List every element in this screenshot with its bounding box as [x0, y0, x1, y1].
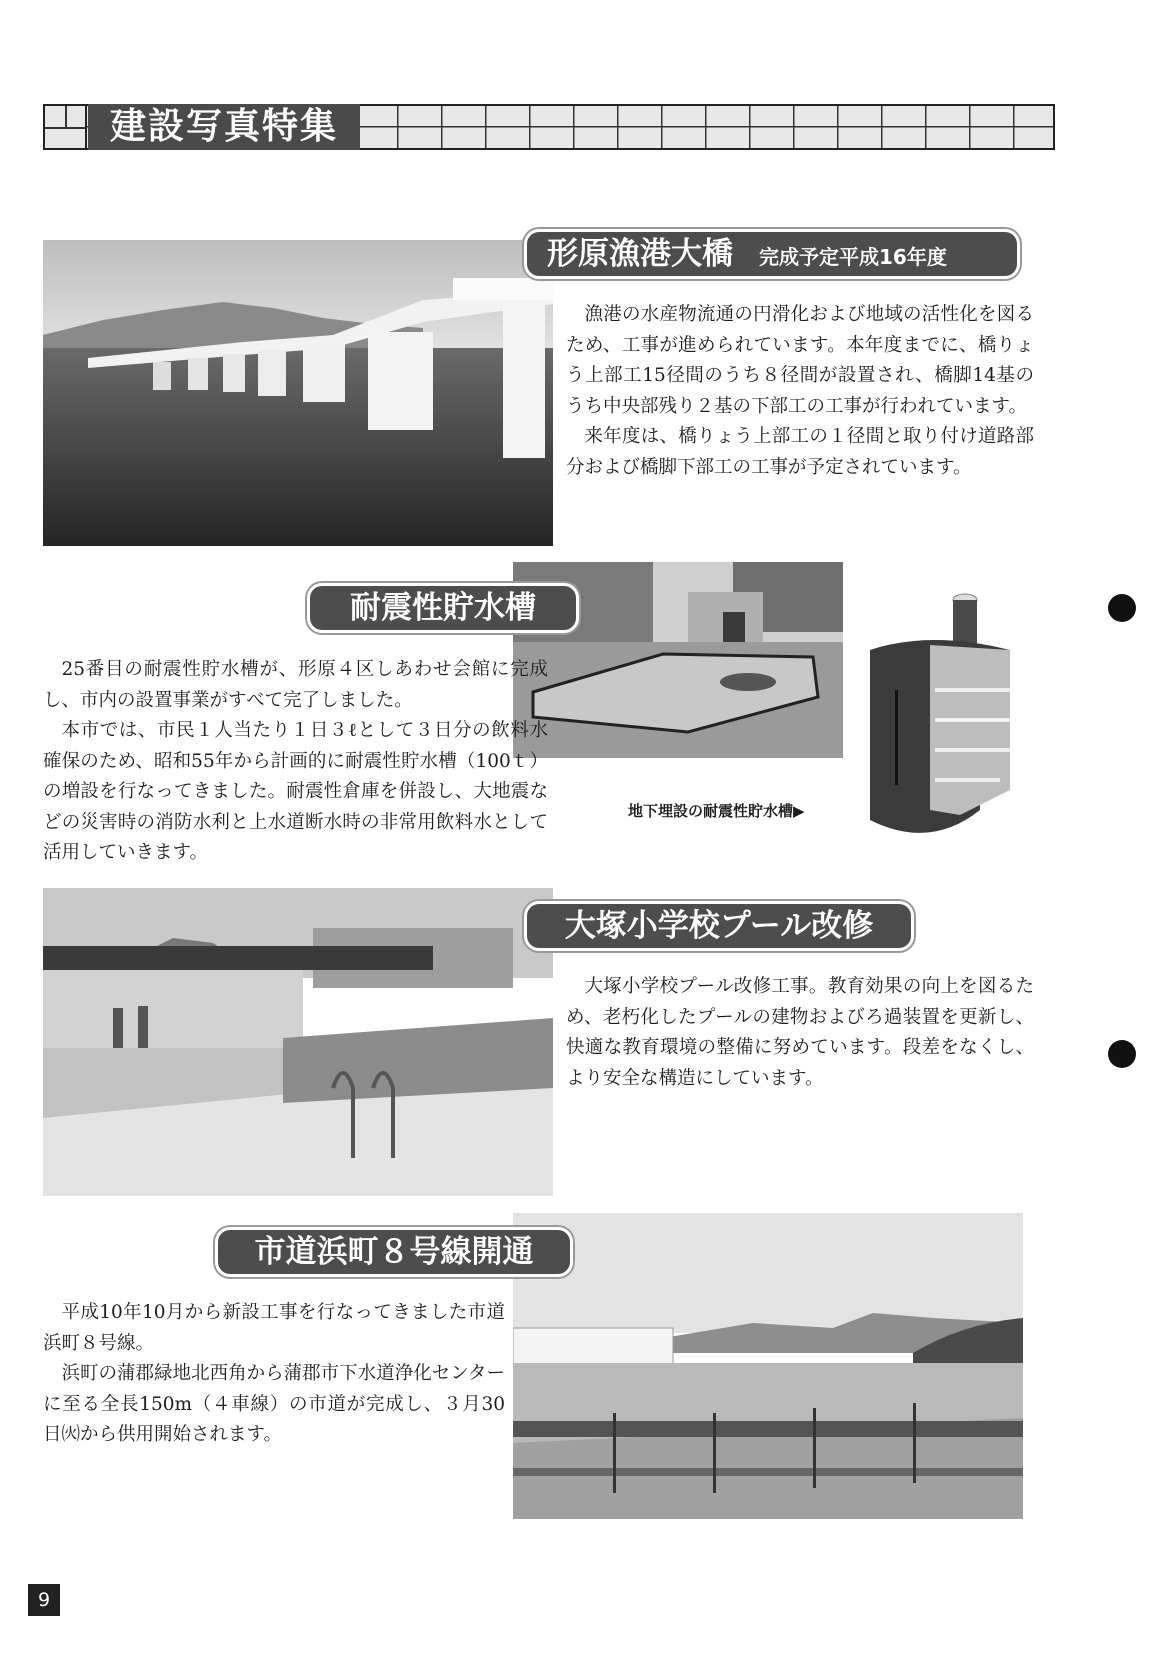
article-title-road-main: 市道浜町８号線開通 [254, 1234, 534, 1270]
article-body-road [43, 1298, 505, 1451]
section-header-left-block [43, 104, 87, 150]
article-title-road [218, 1230, 570, 1274]
article-paragraph: 来年度は、橋りょう上部工の１径間と取り付け道路部分および橋脚下部工の工事が予定されています。 [566, 426, 1034, 478]
article-title-pool-main: 大塚小学校プール改修 [564, 908, 874, 944]
pool-photo [43, 888, 553, 1196]
tank-diagram [860, 590, 1020, 862]
tank-diagram-caption: 地下埋設の耐震性貯水槽▶ [628, 802, 805, 820]
bridge-photo [43, 240, 553, 546]
article-paragraph: 浜町の蒲郡緑地北西角から蒲郡市下水道浄化センターに至る全長150m（４車線）の市道が完成し、３月30日㈫から供用開始されます。 [43, 1363, 505, 1445]
article-paragraph: 漁港の水産物流通の円滑化および地域の活性化を図るため、工事が進められています。本年度までに、橋りょう上部工15径間のうち８径間が設置され、橋脚14基のうち中央部残り２基の下部工の工事が行われています。 [566, 304, 1034, 417]
article-paragraph: 本市では、市民１人当たり１日３ℓとして３日分の飲料水確保のため、昭和55年から計画的に耐震性貯水槽（100ｔ）の増設を行なってきました。耐震性倉庫を併設し、大地震などの災害時の消防水利と上水道断水時の非常用飲料水として活用していきます。 [43, 720, 548, 863]
article-body-pool [566, 972, 1034, 1094]
article-title-water-tank [310, 586, 576, 630]
binding-hole-top [1108, 594, 1136, 622]
article-body-water-tank [43, 655, 548, 869]
page-number: 9 [28, 1584, 60, 1616]
section-title: 建設写真特集 [88, 104, 360, 150]
article-title-bridge [527, 232, 1017, 276]
road-photo [513, 1213, 1023, 1519]
article-title-water-tank-main: 耐震性貯水槽 [350, 590, 536, 626]
binding-hole-bottom [1108, 1040, 1136, 1068]
article-title-pool [527, 904, 911, 948]
article-title-bridge-main: 形原漁港大橋 [547, 236, 733, 272]
article-body-bridge [566, 300, 1034, 483]
article-subtitle-bridge: 完成予定平成16年度 [759, 245, 947, 269]
article-paragraph: 平成10年10月から新設工事を行なってきました市道浜町８号線。 [43, 1302, 505, 1354]
article-paragraph: 25番目の耐震性貯水槽が、形原４区しあわせ会館に完成し、市内の設置事業がすべて完了しました。 [43, 659, 548, 711]
article-paragraph: 大塚小学校プール改修工事。教育効果の向上を図るため、老朽化したプールの建物およびろ過装置を更新し、快適な教育環境の整備に努めています。段差をなくし、より安全な構造にしています。 [566, 976, 1034, 1089]
